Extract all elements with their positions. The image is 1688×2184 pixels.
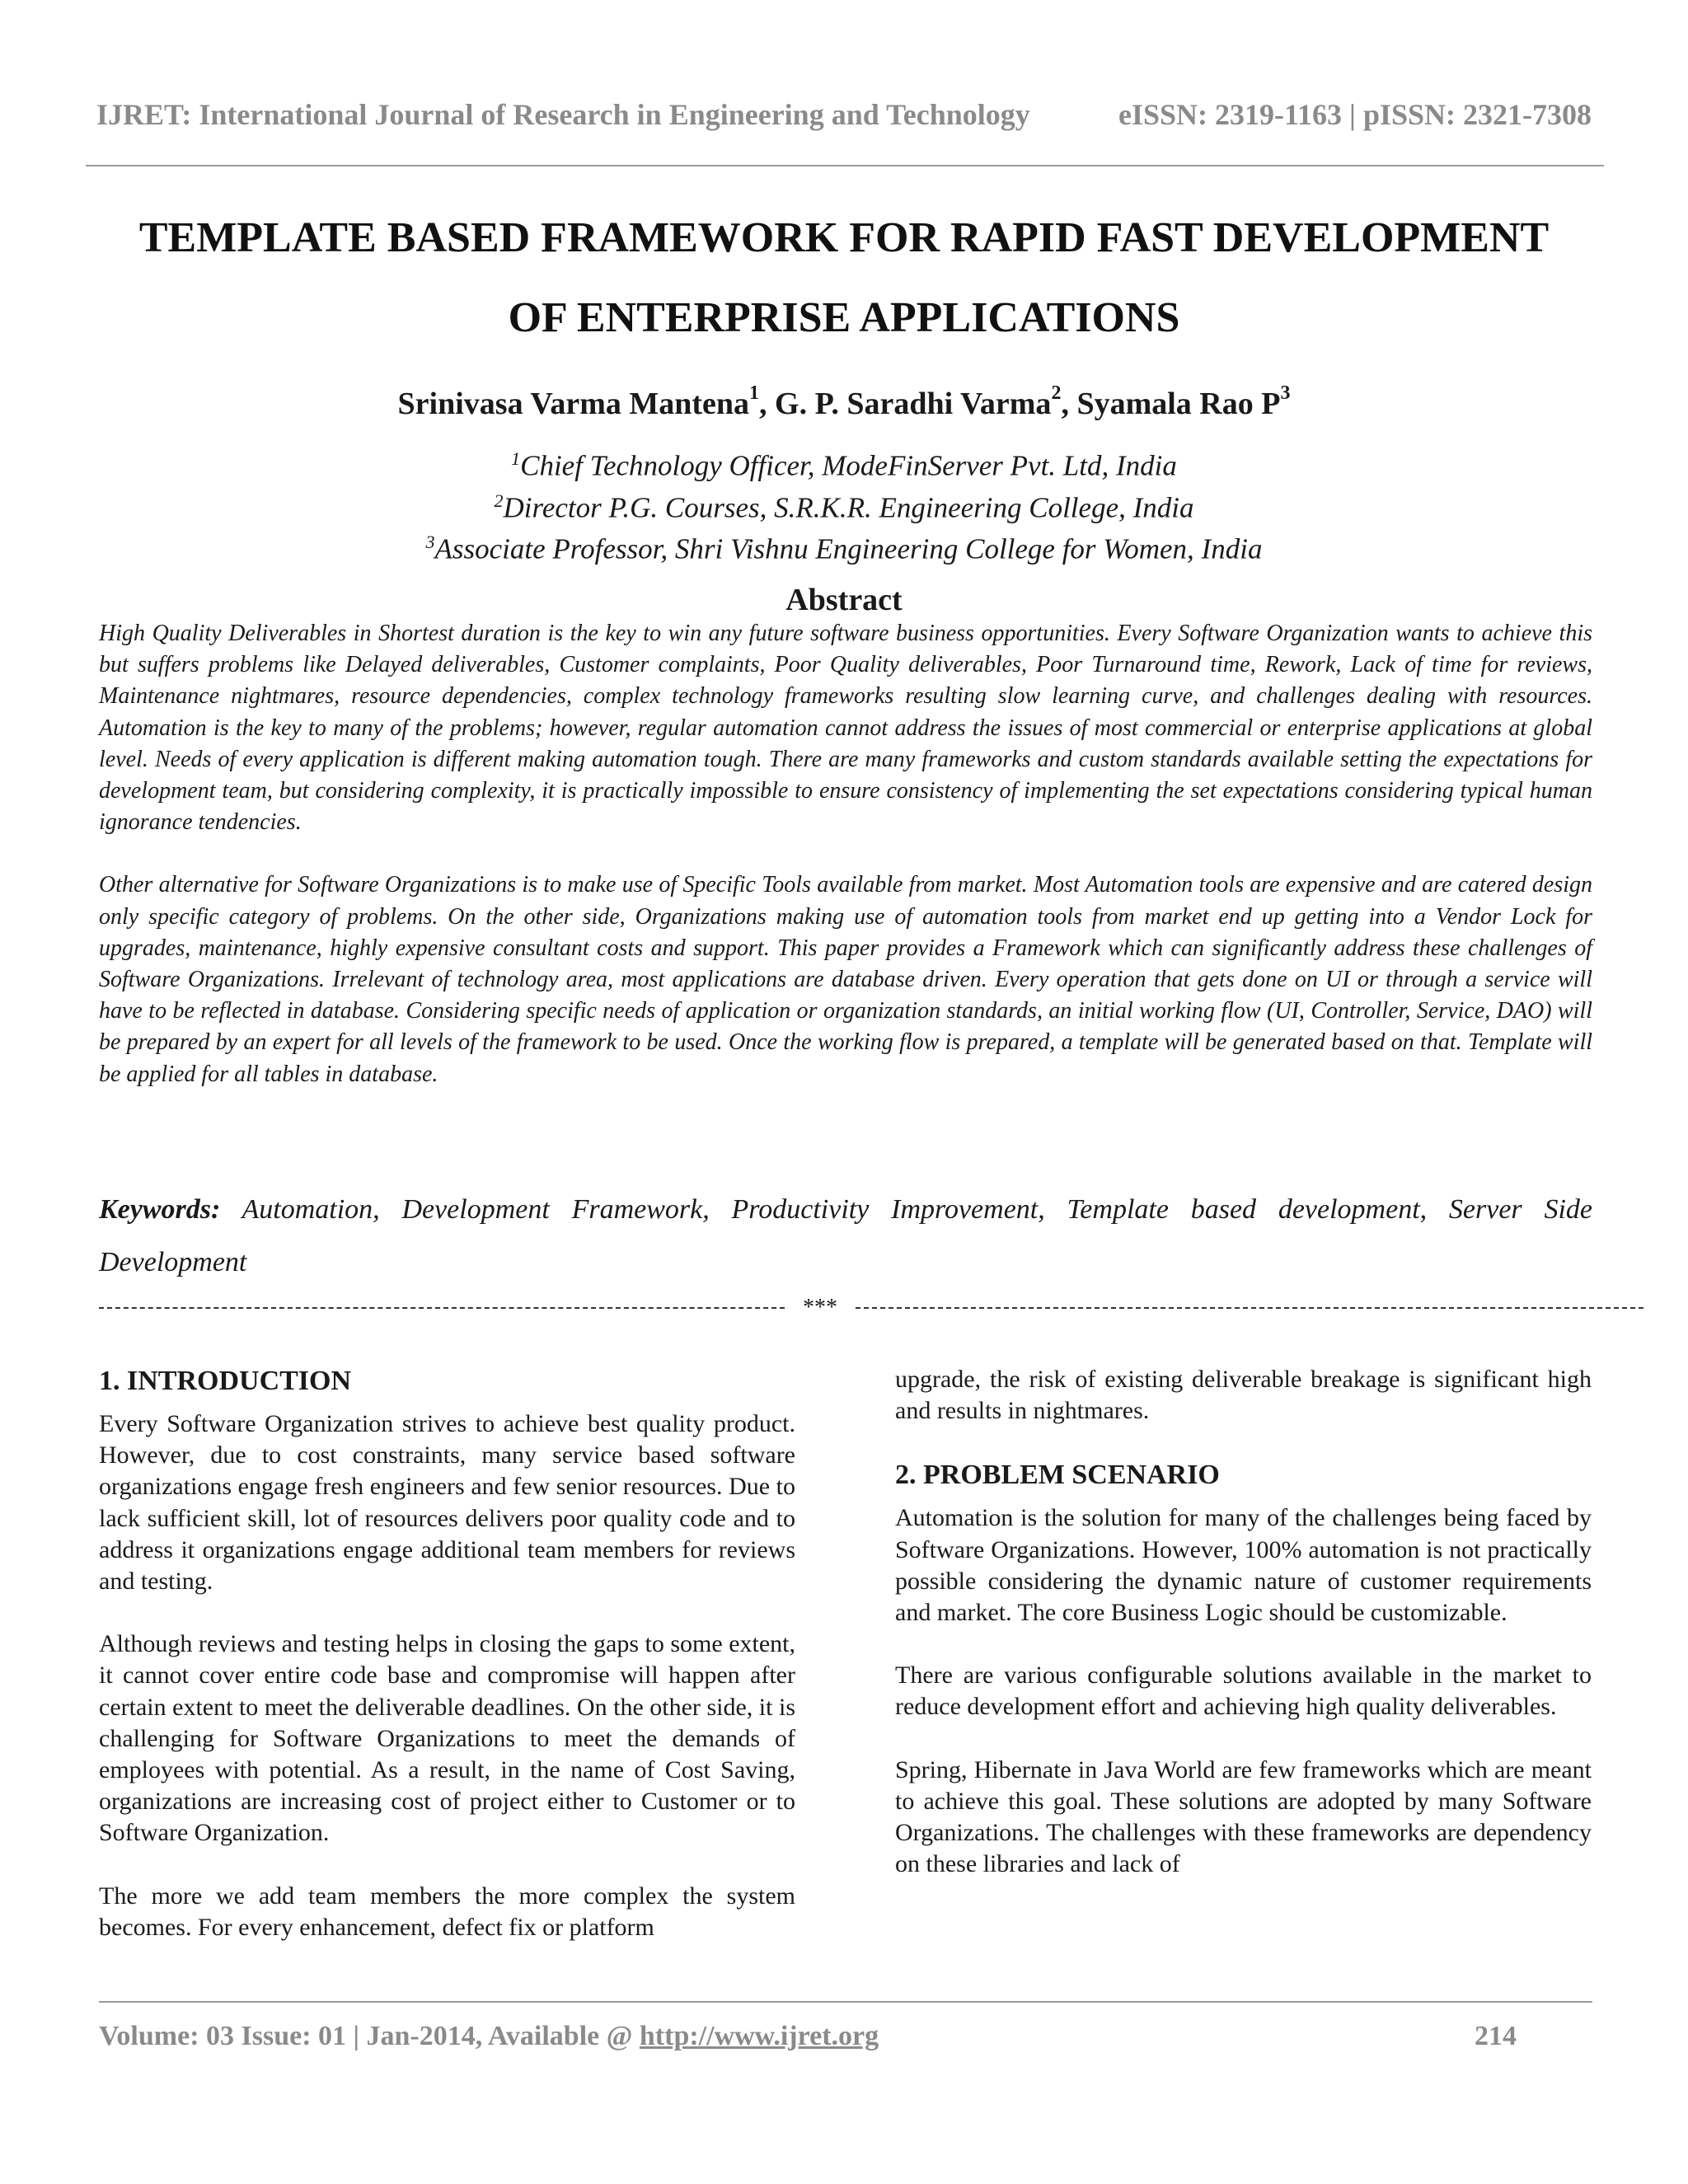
affiliation-list: [82, 442, 1606, 567]
author-separator: ,: [1061, 387, 1077, 421]
author-separator: ,: [759, 387, 776, 421]
running-footer: [99, 2021, 1517, 2052]
footer-rule: [99, 2001, 1592, 2003]
body-paragraph: upgrade, the risk of existing deliverable breakage is significant high and results in nightmares.: [895, 1366, 1592, 1425]
body-paragraph: Every Software Organization strives to achieve best quality product. However, due to cost constraints, many service based software organizations engage fresh engineers and few senior resources. Due to lack sufficient skill, lot of resources delivers poor quality code and to address it organizations engage additional team members for reviews and testing.: [99, 1410, 795, 1596]
issn-info: eISSN: 2319-1163 | pISSN: 2321-7308: [1118, 98, 1592, 131]
dashed-rule-left: [99, 1307, 785, 1309]
body-paragraph: Spring, Hibernate in Java World are few frameworks which are meant to achieve this goal. These solutions are adopted by many Software Organizations. The challenges with these frameworks are dependency on these libraries and lack of: [895, 1755, 1592, 1878]
author-superscript: 3: [1280, 382, 1291, 405]
affiliation-line: $^2$Director P.G. Courses, S.R.K.R. Engineering College, India: [494, 490, 1194, 524]
title-line-1: TEMPLATE BASED FRAMEWORK FOR RAPID FAST DEVELOPMENT: [138, 214, 1550, 261]
separator-stars: ***: [803, 1295, 837, 1320]
author-name: Srinivasa Varma Mantena: [397, 387, 750, 421]
journal-name: IJRET: International Journal of Research in Engineering and Technology: [96, 98, 1030, 131]
header-rule: [86, 165, 1604, 166]
section-separator: [99, 1294, 1592, 1322]
paper-title: [82, 198, 1606, 358]
affiliation-line: $^3$Associate Professor, Shri Vishnu Engineering College for Women, India: [425, 532, 1263, 565]
keywords-label: Keywords:: [99, 1194, 221, 1225]
title-line-2: OF ENTERPRISE APPLICATIONS: [508, 294, 1180, 341]
abstract-paragraph: High Quality Deliverables in Shortest duration is the key to win any future software business opportunities. Every Software Organization wants to achieve this but suffers problems like Delayed deliverables, Customer complaints, Poor Quality deliverables, Poor Turnaround time, Rework, Lack of time for reviews, Maintenance nightmares, resource dependencies, complex technology frameworks resulting slow learning curve, and challenges dealing with resources. Automation is the key to many of the problems; however, regular automation cannot address the issues of most commercial or enterprise applications at global level. Needs of every application is different making automation tough. There are many frameworks and custom standards available setting the expectations for development team, but considering complexity, it is practically impossible to ensure consistency of implementing the set expectations considering typical human ignorance tendencies.: [99, 621, 1592, 836]
left-column: [99, 1364, 795, 1975]
author-superscript: 1: [749, 382, 760, 405]
page-number: 214: [1475, 2021, 1517, 2051]
author-name: Syamala Rao P: [1076, 387, 1281, 421]
section-heading-problem-scenario: 2. PROBLEM SCENARIO: [895, 1460, 1220, 1491]
body-paragraph: Automation is the solution for many of the challenges being faced by Software Organizations. However, 100% automation is not practically possible considering the dynamic nature of customer requirements and market. The core Business Logic should be customizable.: [895, 1504, 1592, 1627]
abstract-body: [99, 618, 1592, 1122]
body-paragraph: The more we add team members the more complex the system becomes. For every enhancement, defect fix or platform: [99, 1882, 795, 1941]
affiliation-line: $^1$Chief Technology Officer, ModeFinServer Pvt. Ltd, India: [511, 448, 1177, 482]
author-list: [82, 382, 1606, 422]
author-superscript: 2: [1051, 382, 1062, 405]
right-column: [895, 1364, 1592, 1911]
abstract-heading: Abstract: [785, 583, 903, 617]
keywords: [99, 1183, 1592, 1289]
section-heading-introduction: 1. INTRODUCTION: [99, 1366, 352, 1396]
dashed-rule-right: [856, 1307, 1643, 1309]
volume-info: Volume: 03 Issue: 01 | Jan-2014, Available @: [99, 2021, 640, 2051]
body-paragraph: Although reviews and testing helps in closing the gaps to some extent, it cannot cover entire code base and compromise will happen after certain extent to meet the deliverable deadlines. On the other side, it is challenging for Software Organizations to meet the demands of employees with potential. As a result, in the name of Cost Saving, organizations are increasing cost of project either to Customer or to Software Organization.: [99, 1630, 795, 1847]
body-paragraph: There are various configurable solutions available in the market to reduce development effort and achieving high quality deliverables.: [895, 1661, 1592, 1721]
journal-url-link[interactable]: http://www.ijret.org: [639, 2021, 879, 2051]
keywords-text: Automation, Development Framework, Productivity Improvement, Template based development, Server Side Development: [99, 1194, 1592, 1277]
abstract-paragraph: Other alternative for Software Organizations is to make use of Specific Tools available from market. Most Automation tools are expensive and are catered design only specific category of problems. On the other side, Organizations making use of automation tools from market end up getting into a Vendor Lock for upgrades, maintenance, highly expensive consultant costs and support. This paper provides a Framework which can significantly address these challenges of Software Organizations. Irrelevant of technology area, most applications are database driven. Every operation that gets done on UI or through a service will have to be reflected in database. Considering specific needs of application or organization standards, an initial working flow (UI, Controller, Service, DAO) will be prepared by an expert for all levels of the framework to be used. Once the working flow is prepared, a template will be generated based on that. Template will be applied for all tables in database.: [99, 872, 1592, 1087]
author-name: G. P. Saradhi Varma: [775, 387, 1052, 421]
